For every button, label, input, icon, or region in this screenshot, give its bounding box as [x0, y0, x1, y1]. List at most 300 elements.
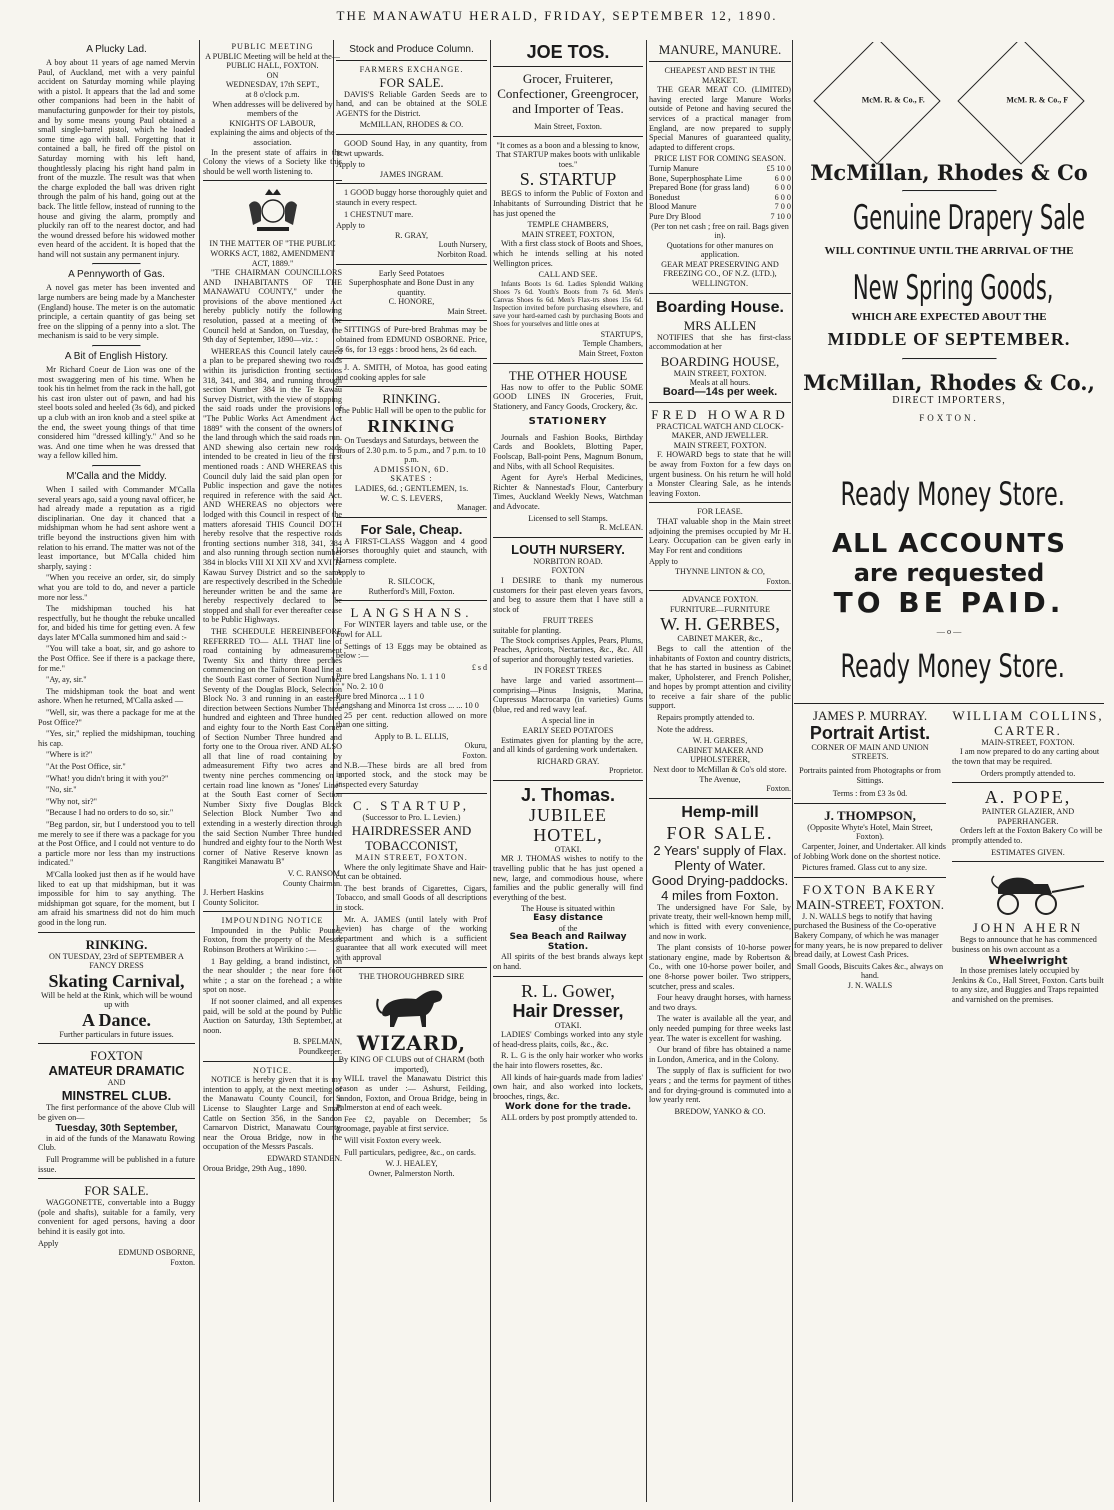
ad-signature: R. SILCOCK,: [388, 577, 435, 587]
ad-body: DAVIS'S Reliable Garden Seeds are to hand, and can be obtained at the SOLE AGENTS for the District.: [336, 89, 487, 118]
notice-heading: IN THE MATTER OF "THE PUBLIC WORKS ACT, 1882, AMENDMENT ACT, 1889.": [209, 239, 336, 268]
ad-signature: Foxton.: [766, 576, 791, 586]
ad-line: MAIN STREET, FOXTON,: [521, 229, 615, 239]
ad-body: THE GEAR MEAT CO. (LIMITED) having erected large Manure Works outside of Petone and having secured the services of a practical manager from England, are now prepared to supply Special Manures of guaranteed quality, adapted to different crops.: [649, 85, 791, 152]
ad-headline: New Spring Goods,: [852, 268, 1054, 308]
ad-body: Carpenter, Joiner, and Undertaker. All kinds of Jobbing Work done on the shortest notice.: [794, 841, 946, 861]
ad-line: Apply to: [336, 160, 365, 170]
divider: — o —: [936, 627, 962, 637]
ad-signature: Main Street.: [447, 306, 487, 316]
ad-body: I DESIRE to thank my numerous customers for their past eleven years favors, and beg to assure them that I have still a stock of: [493, 576, 643, 614]
article-body: "Yes, sir," replied the midshipman, touching his cap.: [38, 729, 195, 748]
ad-line: MAIN STREET, FOXTON.: [673, 368, 767, 378]
ad-title: RINKING.: [382, 391, 441, 407]
ad-body: For WINTER layers and table use, or the Fowl for ALL: [336, 620, 487, 639]
ad-headline: MANURE, MANURE.: [658, 42, 782, 57]
price-row: " " No. 2. 10 0: [336, 681, 384, 691]
ad-body: A FIRST-CLASS Waggon and 4 good Horses thoroughly quiet and staunch, with Harness complete.: [336, 536, 487, 565]
ad-headline: MAIN-STREET, FOXTON.: [796, 896, 944, 912]
ad-body: Has now to offer to the Public SOME GOOD LINES IN Groceries, Fruit, Stationery, and Fancy Goods, Crockery, &c.: [493, 382, 643, 411]
column-rule: [792, 40, 793, 1502]
firm-logo-icon: McM. R. & Co., F.: [813, 42, 940, 165]
article-body: A novel gas meter has been invented and large numbers are being made by a Manchester (England) house. The meter is on the automatic principle, a certain quantity of gas being set free on the slipping of a penny into a slot. The mechanism is said to be very simple.: [38, 283, 195, 341]
ad-body: Our brand of fibre has obtained a name in London, America, and in the Colony.: [649, 1045, 791, 1064]
ad-signature: The Avenue,: [699, 774, 741, 784]
ad-headline: THE OTHER HOUSE: [508, 367, 628, 383]
ad-line: PUBLIC HALL, FOXTON.: [226, 61, 319, 71]
ad-headline: FOXTON BAKERY: [802, 881, 938, 897]
ad-line: Good Drying-paddocks.: [651, 872, 789, 888]
ad-headline: JAMES P. MURRAY.: [812, 707, 928, 723]
ad-body: I am now prepared to do any carting about the town that may be required.: [952, 747, 1100, 766]
ad-signature: V. C. RANSOM.: [287, 868, 342, 878]
ad-signature: B. SPELMAN,: [293, 1037, 342, 1047]
ad-body: Begs to call the attention of the inhabitants of Foxton and country districts, that he has started in business as Cabinet maker, Upholsterer, and French Polisher, and hopes by prompt attention and civility to receive a fair share of the public support.: [649, 643, 791, 711]
ad-headline: WIZARD,: [356, 1031, 467, 1056]
notice-body: WHEREAS this Council lately caused a plan to be prepared shewing two roads within its jurisdiction fronting sections 318, 341, and 384, and running through section Number 384 in the Te Kawau Survey District, with the view of stopping the said roads under the provisions of "The Public Works Act Amendment Act 1889" with the consent of the owners of the land through which the said roads run. AND shewing also certain new roads intended to be created in lieu of the first mentioned roads : AND WHEREAS this Council duly laid the said plan open for Public inspection and gave the notices required in reference with the said Act. AND WHEREAS no objectors were lodged with this Council in respect of the matters aforesaid THIS Council DOTH hereby resolve that the respective roads fronting sections number 318, 341, 384 and also running through section number 384 in blocks VIII XI XII XV and XVI Te Kawau Survey District and so the same are respectively described in the Schedule hereunder written be and the same are hereby respectively declared to be stopped and shall for ever thereafter cease to be Public Highways.: [203, 346, 342, 625]
ad-line: FOXTON.: [919, 412, 979, 423]
ad-line: of the: [558, 923, 578, 933]
section-title: Stock and Produce Column.: [349, 44, 474, 55]
ad-line: KNIGHTS OF LABOUR,: [229, 118, 316, 128]
ad-headline: RINKING: [367, 416, 456, 437]
ad-body: 1 CHESTNUT mare.: [344, 209, 414, 219]
ad-body: have large and varied assortment—comprising—Pinus Insignis, Marina, Cupressus Macrocarpa (in varieties) Gums (blue, red and red wavy leaf.: [493, 675, 643, 714]
ad-title: FOR SALE.: [84, 1183, 149, 1199]
ad-body: Full particulars, pedigree, &c., on cards.: [344, 1147, 476, 1157]
ad-body: 25 per cent. reduction allowed on more than one sitting.: [336, 710, 487, 730]
ad-body: Impounded in the Public Pound, Foxton, from the property of the Messrs Robinson Brothers at Wirikino :—: [203, 925, 342, 955]
column-rule: [646, 40, 647, 1502]
article-body: "Well, sir, was there a package for me at the Post Office?": [38, 708, 195, 727]
ad-body: In the present state of affairs in the Colony the views of a Society like this should be well worth listening to.: [203, 147, 342, 176]
notice-body: "THE CHAIRMAN COUNCILLORS AND INHABITANTS OF THE MANAWATU COUNTY," under the provisions of the above mentioned Act hereby publicly notify the following resolution, passed at a meeting of the Council held at Sandon, on Tuesday, the 9th day of September, 1890—viz. :: [203, 268, 342, 345]
ad-signature: County Chairman.: [282, 878, 342, 888]
ad-line: DIRECT IMPORTERS,: [892, 395, 1006, 406]
ad-body: The plant consists of 10-horse power stationary engine, made by Robertson & Co., with one 10-horse power boiler, and one 8-horse power boiler. Two strippers, scutcher, press and scales.: [649, 943, 791, 991]
article-body: "Why not, sir?": [46, 796, 98, 806]
ad-line: AND: [107, 1078, 126, 1088]
ad-line: Portraits painted from Photographs or from Sittings.: [799, 765, 941, 785]
ad-body: WILL travel the Manawatu District this season as under :— Ashurst, Feilding, Sandon, Foxton, and Oroua Bridge, being in Palmerston at end of each week.: [336, 1074, 487, 1113]
article-body: "Where is it?": [46, 750, 93, 760]
ad-headline: TO BE PAID.: [833, 586, 1065, 620]
ad-line: Terms : from £3 3s 0d.: [832, 789, 908, 799]
column-rule: [490, 40, 491, 1502]
ad-signature: STARTUP'S,: [600, 329, 643, 339]
ad-headline: Board—14s per week.: [662, 386, 778, 399]
ad-headline: STATIONERY: [528, 416, 608, 428]
ad-line: PRACTICAL WATCH AND CLOCK-MAKER, AND JEWELLER.: [656, 421, 784, 441]
ad-line: FURNITURE—FURNITURE: [669, 604, 771, 614]
ad-title: THE THOROUGHBRED SIRE: [358, 971, 465, 981]
ad-body: The first performance of the above Club will be given on—: [38, 1103, 195, 1122]
ad-line: Quotations for other manures on application.: [666, 240, 774, 260]
ad-signature: JAMES INGRAM.: [379, 169, 444, 179]
ad-headline: R. L. Gower,: [521, 980, 615, 1001]
ad-line: Sea Beach and Railway Station.: [509, 932, 627, 952]
column-2: [203, 42, 342, 1502]
ad-line: FOXTON: [90, 1048, 143, 1064]
price-row: Blood Manure 7 0 0: [649, 202, 791, 212]
ad-line: LADIES, 6d. ; GENTLEMEN, 1s.: [354, 484, 469, 493]
ad-body: All spirits of the best brands always kept on hand.: [493, 952, 643, 971]
ad-headline: ALL ACCOUNTS: [831, 529, 1067, 560]
ad-body: NOTICE is hereby given that it is my intention to apply, at the next meeting of the Manawatu County Council, for a License to Slaughter Large and Small Cattle on Section 356, in the Sandon Carnarvon District, Manawatu County, near the Oroua Bridge, now in the occupation of the Messrs Pascals.: [203, 1075, 342, 1152]
ad-title: PUBLIC MEETING: [231, 42, 314, 51]
ad-line: (Opposite Whyte's Hotel, Main Street, Foxton).: [807, 822, 933, 842]
ad-body: Repairs promptly attended to.: [657, 713, 755, 723]
ad-signature: EDMUND OSBORNE,: [118, 1248, 195, 1258]
ad-line: FOXTON: [551, 566, 585, 576]
ad-signature: Foxton.: [766, 784, 791, 794]
ad-line: A PUBLIC Meeting will be held at the—: [205, 51, 340, 61]
ad-headline: MIDDLE OF SEPTEMBER.: [827, 329, 1071, 349]
ad-line: A special line in: [541, 716, 595, 726]
ad-headline: JOHN AHERN: [972, 920, 1084, 936]
ad-body: J. A. SMITH, of Motoa, has good eating and cooking apples for sale: [336, 363, 487, 382]
ad-body: Will visit Foxton every week.: [344, 1135, 442, 1145]
ad-signature: THYNNE LINTON & CO,: [675, 566, 765, 576]
ad-headline: S. STARTUP: [519, 169, 617, 190]
article-body: "What! you didn't bring it with you?": [46, 773, 169, 783]
ad-title: NOTICE.: [252, 1065, 293, 1075]
ad-headline: J. THOMPSON,: [824, 807, 916, 823]
ad-line: Main Street, Foxton.: [534, 122, 602, 131]
firm-name: McMillan, Rhodes & Co.,: [803, 370, 1095, 395]
price-row: Langshang and Minorca 1st cross ... ... 10 0: [336, 701, 479, 711]
ad-line: Small Goods, Biscuits Cakes &c., always on hand.: [796, 961, 944, 981]
article-body: "When you receive an order, sir, do simply what you are told to do, and never a particle more nor less.": [38, 573, 195, 602]
ad-line: WHICH ARE EXPECTED ABOUT THE: [851, 311, 1047, 323]
ad-headline: HAIRDRESSER AND TOBACCONIST,: [351, 823, 472, 854]
ad-line: 2 Years' supply of Flax.: [653, 842, 787, 858]
ad-headline: Hemp-mill: [681, 803, 759, 821]
ad-headline: JUBILEE HOTEL,: [529, 804, 607, 845]
ad-headline: CARTER.: [994, 722, 1062, 738]
ad-line: Work done for the trade.: [504, 1102, 631, 1113]
ad-line: FANCY DRESS: [89, 961, 144, 971]
ad-signature: McMILLAN, RHODES & CO.: [359, 120, 464, 130]
ad-headline: A. POPE,: [984, 787, 1072, 808]
ad-line: MAIN STREET, FOXTON.: [355, 853, 468, 863]
article-body: A boy about 11 years of age named Mervin Paul, of Auckland, met with a very painful accident on Saturday morning while playing with a pistol. It appears that the lad and some other companions had been in the habit of manufacturing gunpowder for their toy pistols, and by some means young Paul obtained a small single-barrel pistol, which he loaded some time ago with ball. Forgetting that it contained a ball, he fired off the pistol on Saturday morning with his left hand, thoughtlessly placing his right hand palm in front of the muzzle. The result was that when the charge exploded the ball was driven right through the palm of his hand, going out at the back. The little fellow, instead of running to the house and giving the alarm, promptly and pluckily ran off to the nearest doctor, and had the wound dressed before his widowed mother even heard of the accident. It is hoped that the hand will not sustain any permanent injury.: [38, 58, 195, 259]
article-body: Mr Richard Coeur de Lion was one of the most swaggering men of his time. When he took his tin helmet from the rack in the hall, got his cast iron ulster out of pawn, and had his steel boots soled and heeled (3s 6d), and picked up a club with an iron knob and a steel spike at the end, the sweet young things of that time considered him "dressed killing'y." And so he was. And one time when he was dressed that way a fellow killed him.: [38, 365, 195, 461]
ad-line: WILL CONTINUE UNTIL THE ARRIVAL OF THE: [824, 245, 1074, 257]
ad-line: Will be held at the Rink, which will be wound up with: [40, 990, 193, 1010]
ad-line: CHEAPEST AND BEST IN THE MARKET.: [664, 66, 776, 85]
ad-line: EARLY SEED POTATOES: [522, 725, 614, 735]
ad-line: IN FOREST TREES: [534, 666, 602, 676]
ad-signature: BREDOW, YANKO & CO.: [674, 1106, 766, 1116]
ad-body: With a first class stock of Boots and Shoes, which he intends selling at his noted Wellington prices.: [493, 239, 643, 268]
ad-signature: Foxton.: [170, 1257, 195, 1267]
article-title: A Plucky Lad.: [86, 44, 147, 55]
ad-signature: EDWARD STANDEN.: [267, 1153, 342, 1163]
ad-body: If not sooner claimed, and all expenses paid, will be sold at the pound by Public Auction on Saturday, 13th September, at noon.: [203, 997, 342, 1035]
price-row: Pure bred Langshans No. 1. 1 1 0: [336, 672, 446, 682]
ad-headline: Tuesday, 30th September,: [55, 1123, 178, 1135]
ad-body: 1 Bay gelding, a brand indistinct, on the near shoulder ; the near fore foot white ; a star on the forehead ; a white spot on nose.: [203, 956, 342, 995]
ad-headline: JOE TOS.: [526, 42, 610, 62]
ad-body: The supply of flax is sufficient for two years ; and the terms for payment of tithes and for drying-ground is commuted into a low yearly rent.: [649, 1066, 791, 1105]
price-row: Turnip Manure £5 10 0: [649, 163, 791, 173]
ad-headline: Ready Money Store.: [840, 475, 1065, 514]
ad-signature: RICHARD GRAY.: [536, 756, 600, 766]
ad-signature: Manager.: [457, 503, 487, 513]
ad-body: F. HOWARD begs to state that he will be away from Foxton for a few days on urgent business. On his return he will hold a Monster Clearing Sale, as he intends leaving Foxton.: [649, 450, 791, 498]
article-body: "No, sir.": [46, 785, 77, 795]
ad-signature: Proprietor.: [609, 766, 643, 776]
ad-body: THAT valuable shop in the Main street adjoining the premises occupied by Mr H. Leary. Occupation can be given early in May For rent and conditions: [649, 516, 791, 555]
logo-row: [794, 42, 1104, 160]
ad-headline: LOUTH NURSERY.: [511, 541, 625, 557]
price-row: Bone, Superphosphate Lime 6 0 0: [649, 173, 791, 183]
ad-signature: Owner, Palmerston North.: [368, 1168, 455, 1178]
ad-line: "It comes as a boon and a blessing to know, That STARTUP makes boots with unlikable toes.": [496, 140, 640, 169]
ad-line: The Public Hall will be open to the public for: [337, 406, 486, 416]
ad-signature: J. Herbert Haskins: [203, 888, 264, 898]
ad-headline: WILLIAM COLLINS,: [952, 707, 1104, 723]
ad-headline: are requested: [853, 559, 1045, 588]
ad-line: (Per ton net cash ; free on rail. Bags given in).: [651, 221, 789, 241]
ad-body: 1 GOOD buggy horse thoroughly quiet and staunch in every respect.: [336, 188, 487, 207]
ad-body: MR J. THOMAS wishes to notify to the travelling public that he has just opened a new, large, and commodious house, where families and the public generally will find everything of the best.: [493, 854, 643, 902]
ad-signature: Next door to McMillan & Co's old store.: [653, 765, 787, 775]
ad-signature: R. GRAY,: [395, 230, 428, 240]
horse-icon: [372, 983, 452, 1029]
article-body: The midshipman touched his hat respectfully, but he thought the rebuke uncalled for, and bided his time for getting even. A few days later M'Calla summoned him and said :-: [38, 604, 195, 642]
ad-headline: Genuine Drapery Sale: [852, 198, 1085, 238]
column-5: [649, 42, 791, 1502]
ad-line: Apply to B. L. ELLIS,: [374, 731, 449, 741]
ad-headline: Hair Dresser,: [512, 1000, 624, 1021]
ad-line: NORBITON ROAD.: [533, 556, 603, 566]
ad-line: Easy distance: [533, 913, 603, 924]
price-header: £ s d: [471, 662, 487, 672]
ad-signature: J. N. WALLS: [847, 980, 893, 990]
ad-line: explaining the aims and objects of the association.: [210, 128, 335, 147]
ad-line: MAIN STREET, FOXTON.: [673, 440, 767, 450]
ad-body: ALL orders by post promptly attended to.: [501, 1112, 638, 1122]
ad-headline: AMATEUR DRAMATIC: [48, 1063, 185, 1079]
column-3: [336, 42, 487, 1502]
ad-signature: Norbiton Road.: [437, 249, 487, 259]
price-row: Pure bred Minorca ... 1 1 0: [336, 691, 424, 701]
ad-body: Fee £2, payable on December; 5s groomage, payable at first service.: [336, 1114, 487, 1134]
ad-body: in aid of the funds of the Manawatu Rowing Club.: [38, 1133, 195, 1153]
ad-signature: W. C. S. LEVERS,: [380, 493, 443, 503]
ad-line: When addresses will be delivered by members of the: [212, 99, 333, 119]
price-row: Bonedust 6 0 0: [649, 192, 791, 202]
article-body: "You will take a boat, sir, and go ashore to the Post Office. See if there is a package there, for me.": [38, 644, 195, 673]
ad-body: In those premises lately occupied by Jenkins & Co., Hall Street, Foxton. Carts built to any size, and Buggies and Traps repainted and varnished on the premises.: [952, 965, 1104, 1004]
ad-signature: C. HONORE,: [388, 297, 435, 307]
ad-body: Journals and Fashion Books, Birthday Cards and Booklets, Blotting Paper, Foolscap, Ball-point Pens, Magnum Bonum, and Nibs, with all School Requisites.: [493, 432, 643, 471]
ad-title: C. STARTUP,: [353, 798, 470, 814]
ad-line: CABINET MAKER, &c.,: [677, 634, 763, 644]
ad-headline: W. H. GERBES,: [660, 614, 780, 635]
ad-line: Meals at all hours.: [689, 378, 751, 388]
ad-body: Infants Boots 1s 6d. Ladies Splendid Walking Shoes 7s 6d. Youth's Boots from 7s 6d. Men's Canvas Shoes 6s 6d. Men's Flax-trs shoes 15s 6d. Inspection invited before purchasing elsewhere, and save your hard-earned cash by purchasing Boots and Shoes for yourselves and little ones at: [493, 279, 643, 328]
ad-headline: Boarding House.: [655, 298, 784, 316]
ad-signature: Poundkeeper.: [298, 1047, 342, 1056]
ad-line: FRUIT TREES: [542, 616, 594, 626]
ad-body: WAGGONETTE, convertable into a Buggy (pole and shafts), suitable for a family, very convenient for aged persons, having a door behind it is easily got into.: [38, 1198, 195, 1236]
ad-signature: Rutherford's Mill, Foxton.: [368, 586, 455, 596]
ad-title: FOR SALE.: [379, 74, 444, 90]
ad-line: Apply to: [336, 567, 365, 577]
ad-body: NOTIFIES that she has first-class accommodation at her: [649, 332, 791, 352]
ad-signature: W. J. HEALEY,: [385, 1159, 438, 1169]
small-ads: [794, 708, 1104, 1228]
ad-line: CALL AND SEE.: [538, 270, 598, 280]
ad-body: Estimates given for planting by the acre, and all kinds of gardening work undertaken.: [493, 735, 643, 755]
masthead: THE MANAWATU HERALD, FRIDAY, SEPTEMBER 12, 1890.: [336, 8, 778, 23]
ad-line: Orders promptly attended to.: [980, 768, 1076, 778]
article-title: M'Calla and the Middy.: [66, 470, 167, 482]
ad-line: Apply to: [336, 221, 365, 231]
article-body: "Beg pardon, sir, but I understood you to tell me merely to see if there was a package for you at the Post Office, and I could not venture to do a particle more nor less than my instructions indicated.": [38, 819, 195, 868]
ad-line: Superphosphate and Bone Dust in any quantity.: [348, 278, 475, 297]
ad-body: The best brands of Cigarettes, Cigars, Tobacco, and small Goods of all descriptions in stock.: [336, 883, 487, 912]
ad-line: WEDNESDAY, 17th SEPT.,: [225, 80, 320, 90]
ad-line: Plenty of Water.: [674, 857, 766, 873]
notice-body: THE SCHEDULE HEREINBEFORE REFERRED TO— ALL THAT line of road containing by admeasurement Twenty Six and thirty three perches commencing on the Taihoron Road line at the South East corner of Section Number Seventy of the Douglas Block, Selection Block No. 3 and running in an easterly direction between Sections Number Three hundred and eighteen and Three hundred and eighty four to the North East Corner of Section Number Three hundred and forty one to the Oroua river. AND ALSO all that line of road containing by admeasurement Fifty two acres and twenty nine perches commencing on a certain road line known as "Jones' Line" at the South East corner of Section Number Sixty five Douglas Block Selection Block Number Two and extending in a westerly direction through the said Section Number Three hundred hundred and eighty four to the North West corner of Native Reserve known as Rangitikei Manawatu B": [203, 627, 342, 867]
ad-body: R. L. G is the only hair worker who works the hair into flowers rosettes, &c.: [493, 1051, 643, 1070]
ad-headline: MINSTREL CLUB.: [61, 1088, 172, 1104]
ad-line: OTAKI.: [554, 1020, 582, 1030]
ad-body: All kinds of hair-guards made from ladies' own hair, and also worked into lockets, brooches, rings, &c.: [493, 1072, 643, 1101]
price-row: Prepared Bone (for grass land) 6 0 0: [649, 183, 791, 193]
small-ads-left: [794, 708, 946, 991]
ad-title: IMPOUNDING NOTICE: [221, 916, 324, 926]
article-body: "Ay, ay, sir.": [46, 675, 87, 685]
small-ads-right: [952, 708, 1104, 1007]
ad-body: LADIES' Combings worked into any style of head-dress plaits, coils, &c., &c.: [493, 1030, 643, 1049]
ad-line: OTAKI.: [554, 844, 582, 854]
ad-line: (Successor to Pro. L. Levien.): [362, 813, 461, 823]
ad-body: N.B.—These birds are all bred from imported stock, and the stock may be inspected every Saturday: [336, 760, 487, 789]
ad-line: ON TUESDAY, 23rd of SEPTEMBER A: [49, 951, 184, 961]
ad-line: CORNER OF MAIN AND UNION STREETS.: [811, 742, 929, 762]
ad-signature: Foxton.: [462, 751, 487, 761]
ad-headline: BOARDING HOUSE,: [660, 353, 780, 369]
ad-headline: A Dance.: [82, 1009, 151, 1030]
ad-body: The undersigned have For Sale, by private treaty, their well-known hemp mill, which is fitted with every convenience, and now in work.: [649, 902, 791, 941]
ad-line: Apply: [38, 1238, 59, 1248]
ad-signature: Main Street, Foxton: [578, 348, 643, 358]
price-row: Pure Dry Blood 7 10 0: [649, 211, 791, 221]
column-1: [38, 42, 195, 1502]
article-body: The midshipman took the boat and went ashore. When he returned, M'Calla asked —: [38, 686, 195, 706]
ad-line: ESTIMATES GIVEN.: [991, 847, 1065, 857]
ad-body: Agent for Ayre's Herbal Medicines, Richter & Nannestad's Flour, Canterbury Times, Auckland Weekly News, Watchman and Advocate.: [493, 473, 643, 512]
firm-logo-icon: McM. R. & Co., F: [957, 42, 1084, 165]
ad-signature: CABINET MAKER AND UPHOLSTERER,: [676, 745, 764, 765]
column-4: [493, 42, 643, 1502]
column-6: [794, 42, 1104, 1502]
ad-body: Orders left at the Foxton Bakery Co will be promptly attended to.: [952, 826, 1103, 845]
ad-signature: County Solicitor.: [203, 897, 259, 907]
ad-line: Further particulars in future issues.: [59, 1029, 174, 1039]
ad-body: Pictures framed. Glass cut to any size.: [802, 863, 928, 873]
ad-headline: Portrait Artist.: [809, 722, 931, 743]
article-body: When I sailed with Commander M'Calla several years ago, said a young naval officer, he had already made a reputation as a rigid disciplinarian. One day it chanced that a midshipman whom he had sent ashore went a trifle beyond the instructions given him with relation to his errand. The matter was not of the least importance, but M'Calla chided him sharply, saying :: [38, 484, 195, 571]
ad-title: FOR LEASE.: [697, 507, 743, 517]
ad-line: at 8 o'clock p.m.: [245, 89, 300, 99]
ad-title: RINKING.: [85, 936, 148, 952]
ad-body: Full Programme will be published in a future issue.: [38, 1155, 195, 1174]
ad-line: By KING OF CLUBS out of CHARM (both imported),: [338, 1055, 485, 1074]
ad-body: Four heavy draught horses, with harness and two drays.: [649, 993, 791, 1012]
ad-body: Mr. A. JAMES (until lately with Prof Levien) has charge of the working department and which is a sufficient guarantee that all work executed will meet with approval: [336, 914, 487, 962]
ad-signature: Louth Nursery,: [438, 240, 487, 250]
ad-headline: FRED HOWARD: [651, 406, 789, 422]
ad-title: LANGSHANS.: [350, 605, 473, 621]
ad-line: ON: [266, 70, 279, 80]
ad-body: J. N. WALLS begs to notify that having purchased the Business of the Co-operative Bakery Company, of which he was manager for many years, he is now prepared to deliver bread daily, at Lowest Cash Prices.: [794, 911, 943, 960]
ad-line: PRICE LIST FOR COMING SEASON.: [654, 154, 786, 164]
ad-signature: Okuru,: [464, 741, 487, 751]
ad-headline: J. Thomas.: [520, 784, 616, 805]
ad-line: ADMISSION, 6D.: [373, 464, 450, 474]
royal-crest-icon: [243, 185, 303, 235]
ad-title: For Sale, Cheap.: [360, 521, 463, 537]
ad-line: ADVANCE FOXTON.: [681, 595, 759, 605]
ad-line: Apply to: [649, 557, 678, 567]
ad-body: Settings of 13 Eggs may be obtained as below :—: [336, 641, 487, 661]
article-title: A Bit of English History.: [64, 351, 169, 363]
ad-title: FARMERS EXCHANGE.: [359, 65, 464, 74]
ad-headline: FOR SALE.: [666, 822, 774, 843]
ad-line: Licensed to sell Stamps.: [528, 513, 608, 523]
ad-body: BEGS to inform the Public of Foxton and Inhabitants of Surrounding District that he has just opened the: [493, 189, 643, 218]
ad-signature: Temple Chambers,: [582, 339, 643, 349]
article-body: M'Calla looked just then as if he would have liked to eat up that midshipman, but it was impossible for him to say anything. The midshipman got square, for the moment, but I am afraid his smartness did not do him much good in the long run.: [38, 869, 195, 927]
ad-line: PAINTER GLAZIER, AND PAPERHANGER.: [981, 807, 1075, 826]
ad-body: Where the only legitimate Shave and Hair-cut can be obtained.: [336, 862, 487, 882]
ad-line: The House is situated within: [521, 904, 615, 914]
column-rule: [199, 40, 200, 1502]
ad-line: SKATES :: [390, 474, 433, 484]
ad-headline: Ready Money Store.: [840, 646, 1065, 685]
ad-headline: Grocer, Fruiterer, Confectioner, Greengrocer, and Importer of Teas.: [497, 71, 639, 116]
ad-body: The water is available all the year, and only needed pumping for three weeks last year. The water is excellent for washing.: [649, 1014, 791, 1043]
firm-name: McMillan, Rhodes & Co: [810, 160, 1088, 185]
ad-headline: MRS ALLEN: [683, 317, 757, 333]
ad-headline: Skating Carnival,: [48, 970, 185, 991]
ad-body: Note the address.: [657, 724, 714, 734]
ad-body: SITTINGS of Pure-bred Brahmas may be obtained from EDMUND OSBORNE. Price, 5s 6s, for 13 eggs : brood hens, 2s 6d each.: [336, 325, 487, 354]
ad-line: TEMPLE CHAMBERS,: [527, 220, 609, 230]
ad-line: MAIN-STREET, FOXTON.: [981, 737, 1075, 747]
ad-signature: W. H. GERBES,: [692, 736, 748, 746]
ad-line: suitable for planting.: [493, 625, 561, 635]
article-body: "Because I had no orders to do so, sir.": [46, 808, 174, 818]
ad-body: Begs to announce that he has commenced business on his own account as a: [952, 935, 1097, 954]
ad-headline: Wheelwright: [988, 954, 1068, 968]
article-body: "At the Post Office, sir.": [46, 762, 126, 771]
ad-line: Early Seed Potatoes: [378, 268, 445, 278]
ad-signature: R. McLEAN.: [599, 523, 643, 533]
ad-line: On Tuesdays and Saturdays, between the hours of 2.30 p.m. to 5 p.m., and 7 p.m. to 10 p.m.: [337, 436, 486, 465]
ad-body: The Stock comprises Apples, Pears, Plums, Peaches, Apricots, Nectarines, &c., &c. All of superior and thoroughly tested varieties.: [493, 635, 643, 664]
article-title: A Pennyworth of Gas.: [68, 269, 165, 281]
ad-signature: Oroua Bridge, 29th Aug., 1890.: [203, 1163, 307, 1173]
ad-body: GOOD Sound Hay, in any quantity, from 1cwt upwards.: [336, 138, 487, 158]
ad-line: 4 miles from Foxton.: [661, 887, 779, 903]
